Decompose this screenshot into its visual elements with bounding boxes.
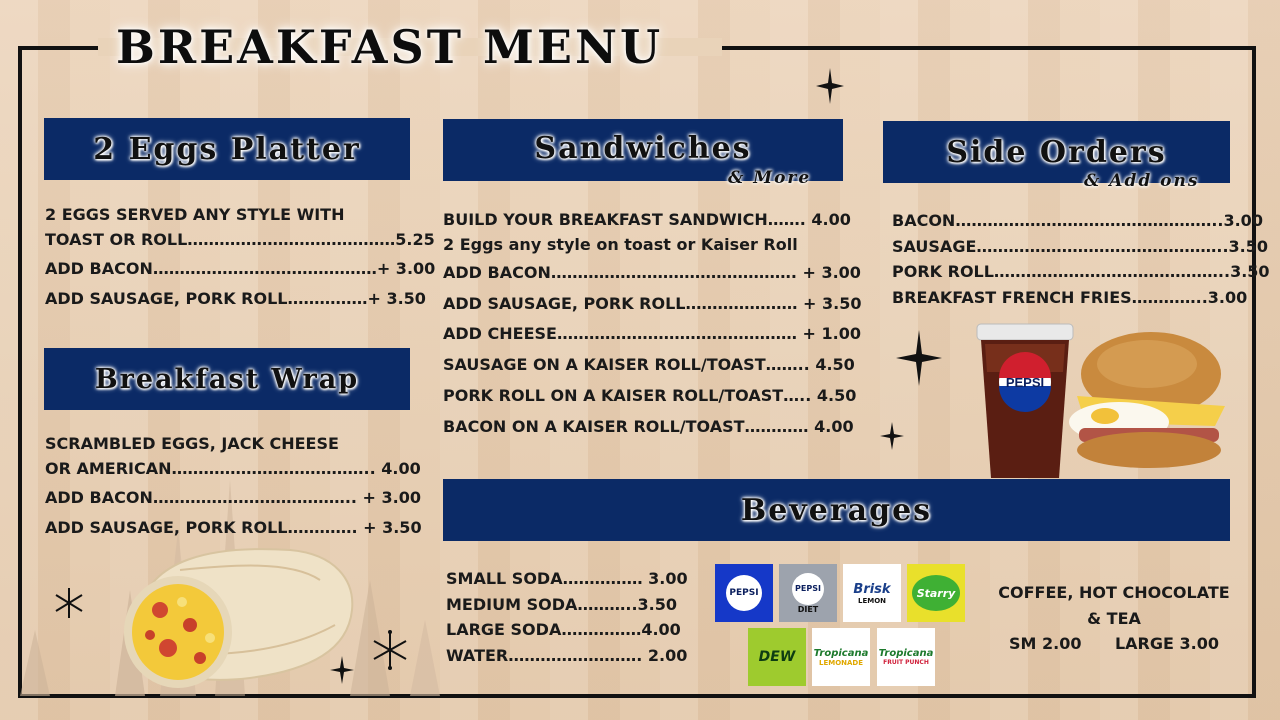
eggs-item: ADD SAUSAGE, PORK ROLL……………+ 3.50: [45, 289, 426, 308]
beverage-item: LARGE SODA……………4.00: [446, 620, 681, 639]
side-item: PORK ROLL……………………………………..3.50: [892, 262, 1270, 281]
menu-title: BREAKFAST MENU: [116, 20, 664, 74]
hot-beverage-prices: SM 2.00 LARGE 3.00: [1009, 634, 1219, 653]
pepsi-cup-image: [975, 322, 1075, 480]
snowflake-icon: [370, 630, 410, 670]
beverage-item: WATER……………………. 2.00: [446, 645, 688, 665]
sandwich-item: 2 Eggs any style on toast or Kaiser Roll: [443, 235, 798, 254]
sandwich-item: SAUSAGE ON A KAISER ROLL/TOAST…….. 4.50: [443, 355, 855, 375]
breakfast-sandwich-image: [1065, 330, 1225, 470]
pepsi-cup-label: PEPSI: [1005, 375, 1045, 390]
eggs-platter-header: [44, 118, 410, 180]
sandwich-item: PORK ROLL ON A KAISER ROLL/TOAST….. 4.50: [443, 385, 857, 405]
sparkle-icon: [896, 330, 942, 386]
sparkle-icon: [880, 422, 904, 450]
beverage-item: MEDIUM SODA………..3.50: [446, 594, 677, 614]
wrap-item: ADD BACON……………………………….. + 3.00: [45, 488, 422, 507]
sparkle-icon: [330, 656, 354, 684]
side-item: BREAKFAST FRENCH FRIES…………..3.00: [892, 287, 1248, 307]
hot-beverages: [995, 580, 1233, 657]
wrap-item: OR AMERICAN……………………………….. 4.00: [45, 459, 421, 478]
tropicana-lemonade-logo: Tropicana LEMONADE: [812, 628, 870, 686]
sandwiches-items: [443, 208, 862, 442]
beverages-items: [446, 566, 688, 668]
starry-logo: Starry: [907, 564, 965, 622]
sparkle-icon: [816, 68, 844, 104]
sandwich-item: ADD CHEESE……………………………………… + 1.00: [443, 324, 861, 344]
eggs-platter-title: 2 Eggs Platter: [93, 131, 361, 167]
sandwich-item: ADD BACON………………………………………. + 3.00: [443, 263, 861, 282]
sandwich-item: ADD SAUSAGE, PORK ROLL………………… + 3.50: [443, 293, 862, 313]
beverage-item: SMALL SODA…………… 3.00: [446, 569, 688, 588]
hot-beverage-line: & TEA: [1087, 608, 1141, 628]
sandwiches-title: Sandwiches: [534, 130, 752, 166]
pepsi-logo: PEPSI: [715, 564, 773, 622]
side-orders-items: [892, 208, 1270, 310]
eggs-item: ADD BACON……………………………………+ 3.00: [45, 259, 436, 278]
breakfast-wrap-header: [44, 348, 410, 410]
burrito-image: [120, 540, 360, 690]
breakfast-wrap-items: [45, 433, 422, 543]
eggs-item: 2 EGGS SERVED ANY STYLE WITH: [45, 205, 345, 224]
breakfast-wrap-title: Breakfast Wrap: [94, 363, 360, 395]
diet-pepsi-logo: PEPSI DIET: [779, 564, 837, 622]
sandwich-item: BACON ON A KAISER ROLL/TOAST………… 4.00: [443, 416, 854, 436]
sandwich-item: BUILD YOUR BREAKFAST SANDWICH……. 4.00: [443, 210, 851, 229]
brisk-logo: Brisk LEMON: [843, 564, 901, 622]
snowflake-icon: [52, 586, 86, 620]
mountain-dew-logo: DEW: [748, 628, 806, 686]
side-orders-subtitle: & Add ons: [1084, 171, 1200, 191]
eggs-item: TOAST OR ROLL…………………………………5.25: [45, 230, 435, 249]
beverages-header: [443, 479, 1230, 541]
side-item: SAUSAGE………………………………………..3.50: [892, 236, 1269, 256]
eggs-platter-items: [45, 204, 435, 314]
beverages-title: Beverages: [740, 492, 933, 528]
sandwiches-subtitle: & More: [728, 168, 812, 188]
wrap-item: ADD SAUSAGE, PORK ROLL…………. + 3.50: [45, 518, 422, 537]
wrap-item: SCRAMBLED EGGS, JACK CHEESE: [45, 434, 339, 453]
tropicana-fruit-punch-logo: Tropicana FRUIT PUNCH: [877, 628, 935, 686]
side-orders-title: Side Orders: [946, 134, 1167, 170]
hot-beverage-line: COFFEE, HOT CHOCOLATE: [998, 583, 1230, 602]
side-item: BACON…………………………………………..3.00: [892, 211, 1263, 230]
